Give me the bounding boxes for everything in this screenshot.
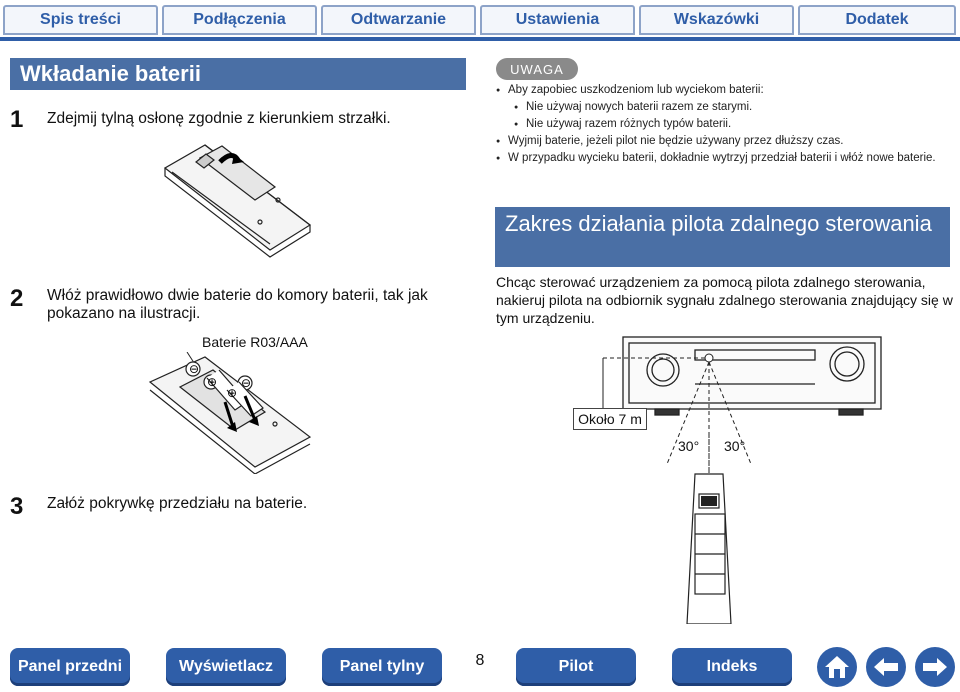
section-heading-battery: Wkładanie baterii (10, 58, 466, 90)
tab-odtwarzanie[interactable]: Odtwarzanie (321, 5, 476, 35)
tab-spis-tresci[interactable]: Spis treści (3, 5, 158, 35)
top-tab-bar (0, 0, 960, 40)
section-heading-range: Zakres działania pilota zdalnego sterowania (495, 207, 950, 267)
step-3-text: Załóż pokrywkę przedziału na baterie. (47, 495, 308, 512)
battery-insertion-illustration (145, 352, 320, 474)
svg-text:⊖: ⊖ (241, 376, 252, 390)
nav-panel-przedni-button[interactable]: Panel przedni (10, 648, 130, 686)
remote-cover-removal-illustration (160, 140, 320, 260)
battery-type-label: Baterie R03/AAA (202, 334, 308, 350)
nav-wyswietlacz-button[interactable]: Wyświetlacz (166, 648, 286, 686)
step-1-number: 1 (10, 106, 24, 133)
step-2-number: 2 (10, 285, 24, 312)
warning-sub-item: ● Nie używaj razem różnych typów baterii. (496, 116, 956, 133)
warning-item: ● W przypadku wycieku baterii, dokładnie wytrzyj przedział baterii i włóż nowe baterie. (496, 150, 956, 167)
warning-badge: UWAGA (496, 58, 578, 80)
step-3-number: 3 (10, 493, 24, 520)
step-2-text: Włóż prawidłowo dwie baterie do komory baterii, tak jak pokazano na ilustracji. (47, 287, 428, 322)
svg-text:⊕: ⊕ (207, 375, 218, 389)
page-number: 8 (475, 652, 485, 669)
nav-panel-tylny-button[interactable]: Panel tylny (322, 648, 442, 686)
arrow-left-icon[interactable] (866, 647, 906, 687)
remote-range-diagram (595, 334, 885, 624)
tab-ustawienia[interactable]: Ustawienia (480, 5, 635, 35)
tab-dodatek[interactable]: Dodatek (798, 5, 956, 35)
home-icon[interactable] (817, 647, 857, 687)
distance-label: Około 7 m (573, 408, 647, 430)
angle-right-label: 30° (724, 438, 746, 454)
nav-indeks-button[interactable]: Indeks (672, 648, 792, 686)
nav-pilot-button[interactable]: Pilot (516, 648, 636, 686)
warning-item: ● Wyjmij baterie, jeżeli pilot nie będzie używany przez dłuższy czas. (496, 133, 956, 150)
angle-left-label: 30° (678, 438, 700, 454)
warning-list (496, 82, 956, 167)
svg-text:⊖: ⊖ (189, 362, 200, 376)
warning-sub-item: ● Nie używaj nowych baterii razem ze starymi. (496, 99, 956, 116)
arrow-right-icon[interactable] (915, 647, 955, 687)
tab-underline (0, 37, 960, 41)
tab-wskazowki[interactable]: Wskazówki (639, 5, 794, 35)
warning-intro: ● Aby zapobiec uszkodzeniom lub wyciekom baterii: (496, 82, 956, 99)
step-1-text: Zdejmij tylną osłonę zgodnie z kierunkiem strzałki. (47, 110, 391, 127)
tab-podlaczenia[interactable]: Podłączenia (162, 5, 317, 35)
svg-text:⊕: ⊕ (227, 386, 238, 400)
range-description: Chcąc sterować urządzeniem za pomocą pilota zdalnego sterowania, nakieruj pilota na odbiornik sygnału zdalnego sterowania znajdujący się w tym urządzeniu. (496, 274, 953, 326)
